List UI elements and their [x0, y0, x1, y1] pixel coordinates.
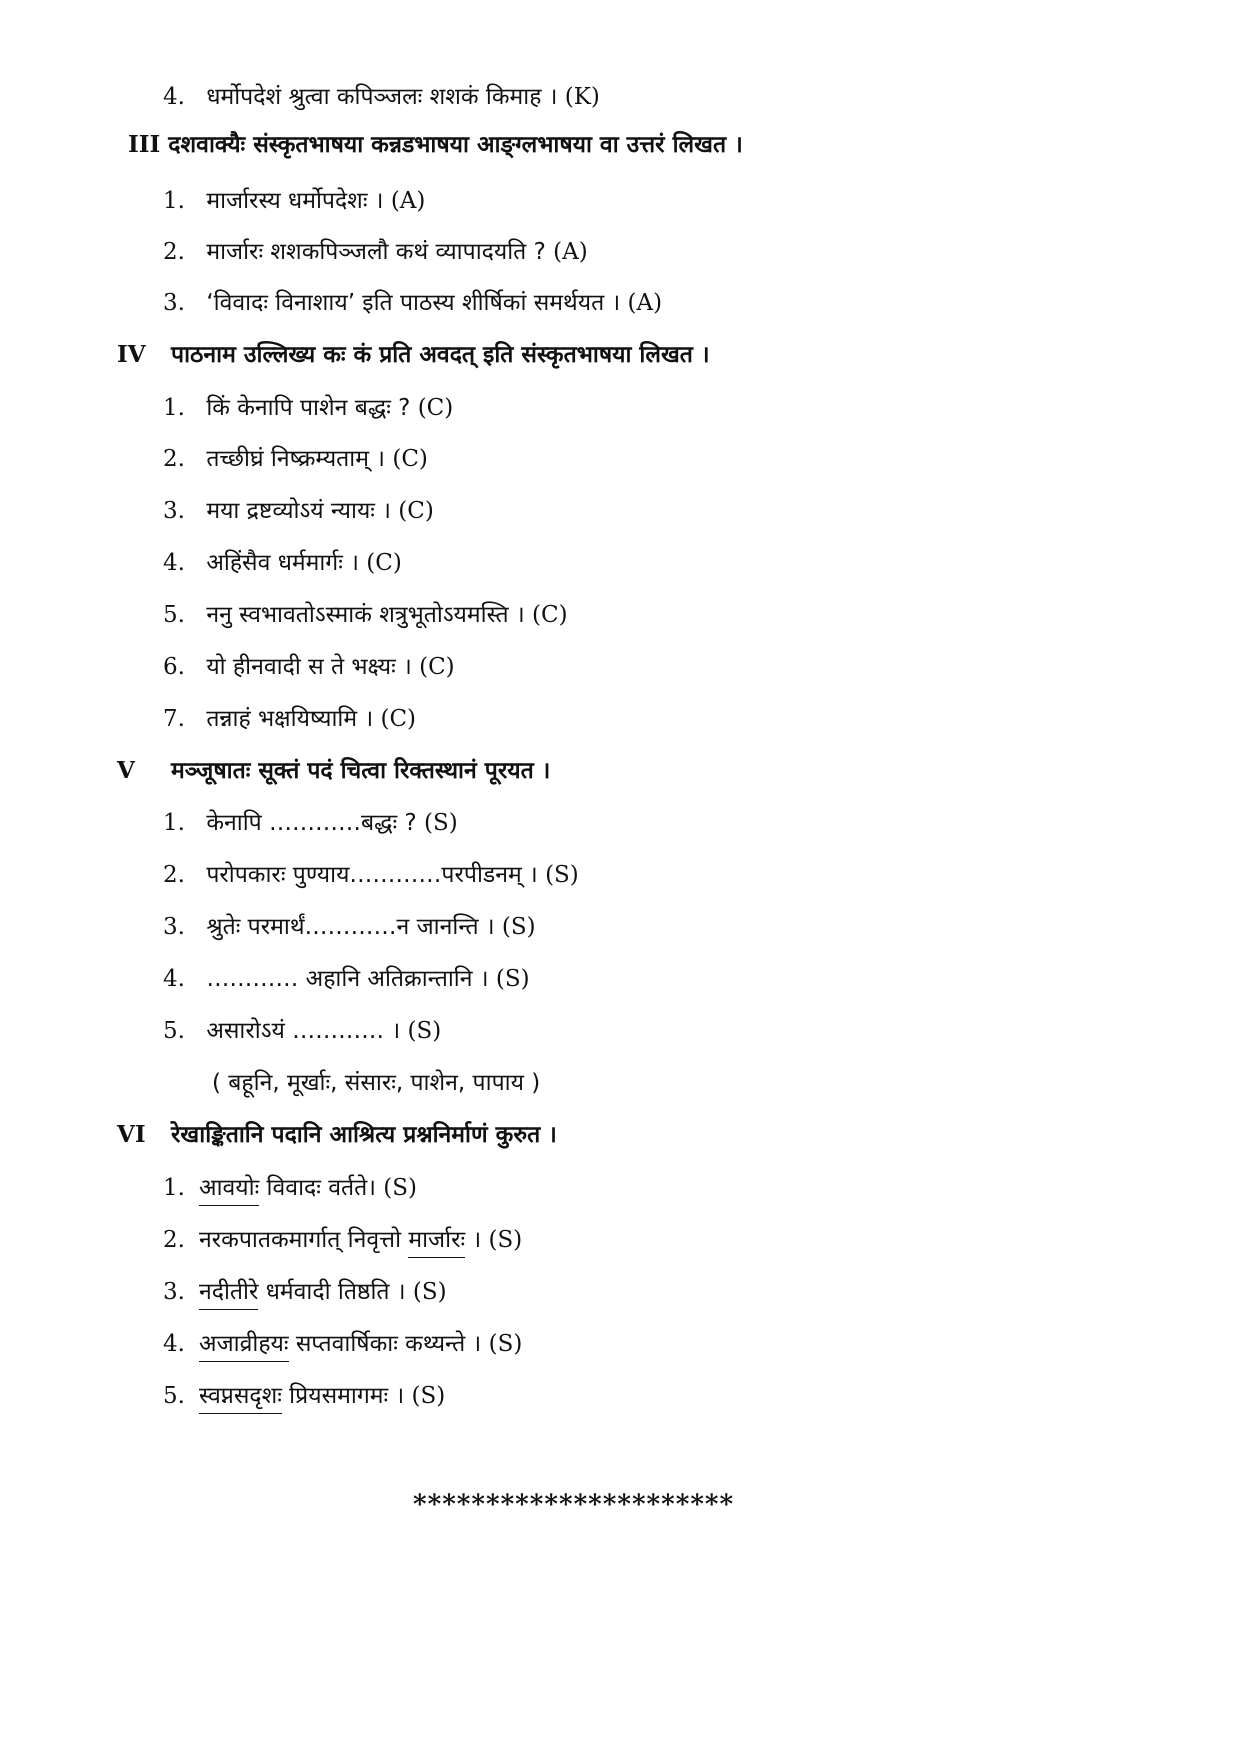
section-roman: VI	[117, 1121, 146, 1148]
section-roman: V	[117, 757, 135, 784]
item-text: श्रुतेः परमार्थं…………न जानन्ति ।	[206, 914, 495, 940]
item-text: यो हीनवादी स ते भक्ष्यः ।	[206, 654, 412, 680]
item-tag: (S)	[545, 862, 579, 888]
question-item	[163, 1329, 522, 1362]
item-text-pre: नरकपातकमार्गात् निवृत्तो	[199, 1227, 409, 1253]
item-text: ………… अहानि अतिक्रान्तानि ।	[206, 966, 489, 992]
item-tag: (A)	[390, 188, 426, 214]
item-text: तच्छीघ्रं निष्क्रम्यताम् ।	[206, 446, 386, 472]
item-number: 7.	[163, 706, 185, 732]
item-tag: (C)	[392, 446, 428, 472]
item-number: 3.	[163, 498, 185, 524]
question-item	[163, 1225, 522, 1258]
item-number: 1.	[163, 188, 185, 214]
question-item	[163, 964, 530, 994]
item-tag: (C)	[532, 602, 568, 628]
underlined-word: आवयोः	[199, 1175, 259, 1206]
item-tag: (A)	[627, 290, 663, 316]
question-item	[163, 444, 428, 474]
item-text-post: ।	[465, 1227, 482, 1253]
section-heading-text: दशवाक्यैः संस्कृतभाषया कन्नडभाषया आङ्ग्लभाषया वा उत्तरं लिखत ।	[168, 132, 743, 158]
item-tag: (C)	[366, 550, 402, 576]
section-heading-iv	[117, 340, 710, 370]
item-number: 4.	[163, 1331, 185, 1357]
question-item	[163, 82, 600, 112]
item-text: तन्नाहं भक्षयिष्यामि ।	[206, 706, 374, 732]
item-tag: (C)	[380, 706, 417, 732]
item-text: धर्मोपदेशं श्रुत्वा कपिञ्जलः शशकं किमाह ।	[206, 84, 558, 110]
item-text: असारोऽयं ………… ।	[206, 1018, 401, 1044]
question-item	[163, 393, 453, 423]
underlined-word: नदीतीरे	[199, 1279, 258, 1310]
section-roman: IV	[117, 341, 146, 368]
item-number: 3.	[163, 1279, 185, 1305]
item-number: 4.	[163, 84, 185, 110]
item-tag: (S)	[488, 1331, 523, 1357]
item-tag: (S)	[412, 1279, 447, 1305]
item-number: 1.	[163, 810, 185, 836]
item-text: ‘विवादः विनाशाय’ इति पाठस्य शीर्षिकां समर्थयत ।	[206, 290, 621, 316]
item-tag: (A)	[553, 239, 588, 265]
item-text-post: प्रियसमागमः ।	[281, 1383, 405, 1409]
item-text: मार्जारस्य धर्मोपदेशः ।	[206, 188, 384, 214]
item-tag: (C)	[398, 498, 434, 524]
item-text: किं केनापि पाशेन बद्धः ?	[206, 395, 411, 421]
item-tag: (S)	[501, 914, 536, 940]
section-heading-iii	[128, 130, 743, 160]
item-tag: (S)	[424, 810, 458, 836]
item-text: ननु स्वभावतोऽस्माकं शत्रुभूतोऽयमस्ति ।	[206, 602, 525, 628]
item-text-post: सप्तवार्षिकाः कथ्यन्ते ।	[288, 1331, 482, 1357]
question-item	[163, 548, 402, 578]
question-item	[163, 496, 434, 526]
question-item	[163, 912, 536, 942]
item-text: परोपकारः पुण्याय…………परपीडनम् ।	[206, 862, 538, 888]
item-number: 3.	[163, 914, 185, 940]
question-item	[163, 704, 416, 734]
question-item	[163, 1277, 447, 1310]
item-number: 3.	[163, 290, 185, 316]
item-tag: (C)	[419, 654, 455, 680]
question-item	[163, 808, 458, 838]
item-number: 4.	[163, 966, 185, 992]
footer-stars: **********************	[413, 1490, 735, 1520]
section-roman: III	[128, 131, 161, 158]
item-text-post: धर्मवादी तिष्ठति ।	[258, 1279, 406, 1305]
item-number: 1.	[163, 1175, 185, 1201]
item-tag: (S)	[411, 1383, 446, 1409]
question-item	[163, 1381, 445, 1414]
section-heading-v	[117, 756, 550, 786]
question-item	[163, 237, 588, 267]
question-item	[163, 186, 425, 216]
item-text: अहिंसैव धर्ममार्गः ।	[206, 550, 359, 576]
section-heading-text: मञ्जूषातः सूक्तं पदं चित्वा रिक्तस्थानं पूरयत ।	[171, 758, 551, 784]
item-number: 4.	[163, 550, 185, 576]
item-text-post: विवादः वर्तते।	[259, 1175, 376, 1201]
item-number: 5.	[163, 602, 185, 628]
item-tag: (S)	[407, 1018, 442, 1044]
item-number: 1.	[163, 395, 185, 421]
question-item	[163, 1016, 441, 1046]
section-heading-text: पाठनाम उल्लिख्य कः कं प्रति अवदत् इति संस्कृतभाषया लिखत ।	[171, 342, 710, 368]
word-box: ( बहूनि, मूर्खाः, संसारः, पाशेन, पापाय )	[212, 1070, 541, 1096]
question-item	[163, 288, 662, 318]
item-tag: (S)	[495, 966, 530, 992]
item-number: 2.	[163, 239, 185, 265]
item-tag: (C)	[417, 395, 454, 421]
item-number: 6.	[163, 654, 185, 680]
item-tag: (S)	[488, 1227, 523, 1253]
item-number: 2.	[163, 862, 185, 888]
question-item	[163, 1173, 417, 1206]
item-text: केनापि …………बद्धः ?	[206, 810, 417, 836]
item-number: 5.	[163, 1383, 185, 1409]
section-heading-text: रेखाङ्कितानि पदानि आश्रित्य प्रश्ननिर्माणं कुरुत ।	[171, 1122, 557, 1148]
underlined-word: अजाव्रीहयः	[199, 1331, 289, 1362]
item-text: मया द्रष्टव्योऽयं न्यायः ।	[206, 498, 391, 524]
question-item	[163, 600, 568, 630]
item-number: 5.	[163, 1018, 185, 1044]
section-heading-vi	[117, 1120, 557, 1150]
question-item	[163, 860, 579, 890]
item-number: 2.	[163, 1227, 185, 1253]
question-item	[163, 652, 455, 682]
item-tag: (S)	[383, 1175, 417, 1201]
item-tag: (K)	[564, 84, 600, 110]
item-text: मार्जारः शशकपिञ्जलौ कथं व्यापादयति ?	[206, 239, 546, 265]
underlined-word: मार्जारः	[408, 1227, 465, 1258]
item-number: 2.	[163, 446, 185, 472]
underlined-word: स्वप्नसदृशः	[199, 1383, 282, 1414]
